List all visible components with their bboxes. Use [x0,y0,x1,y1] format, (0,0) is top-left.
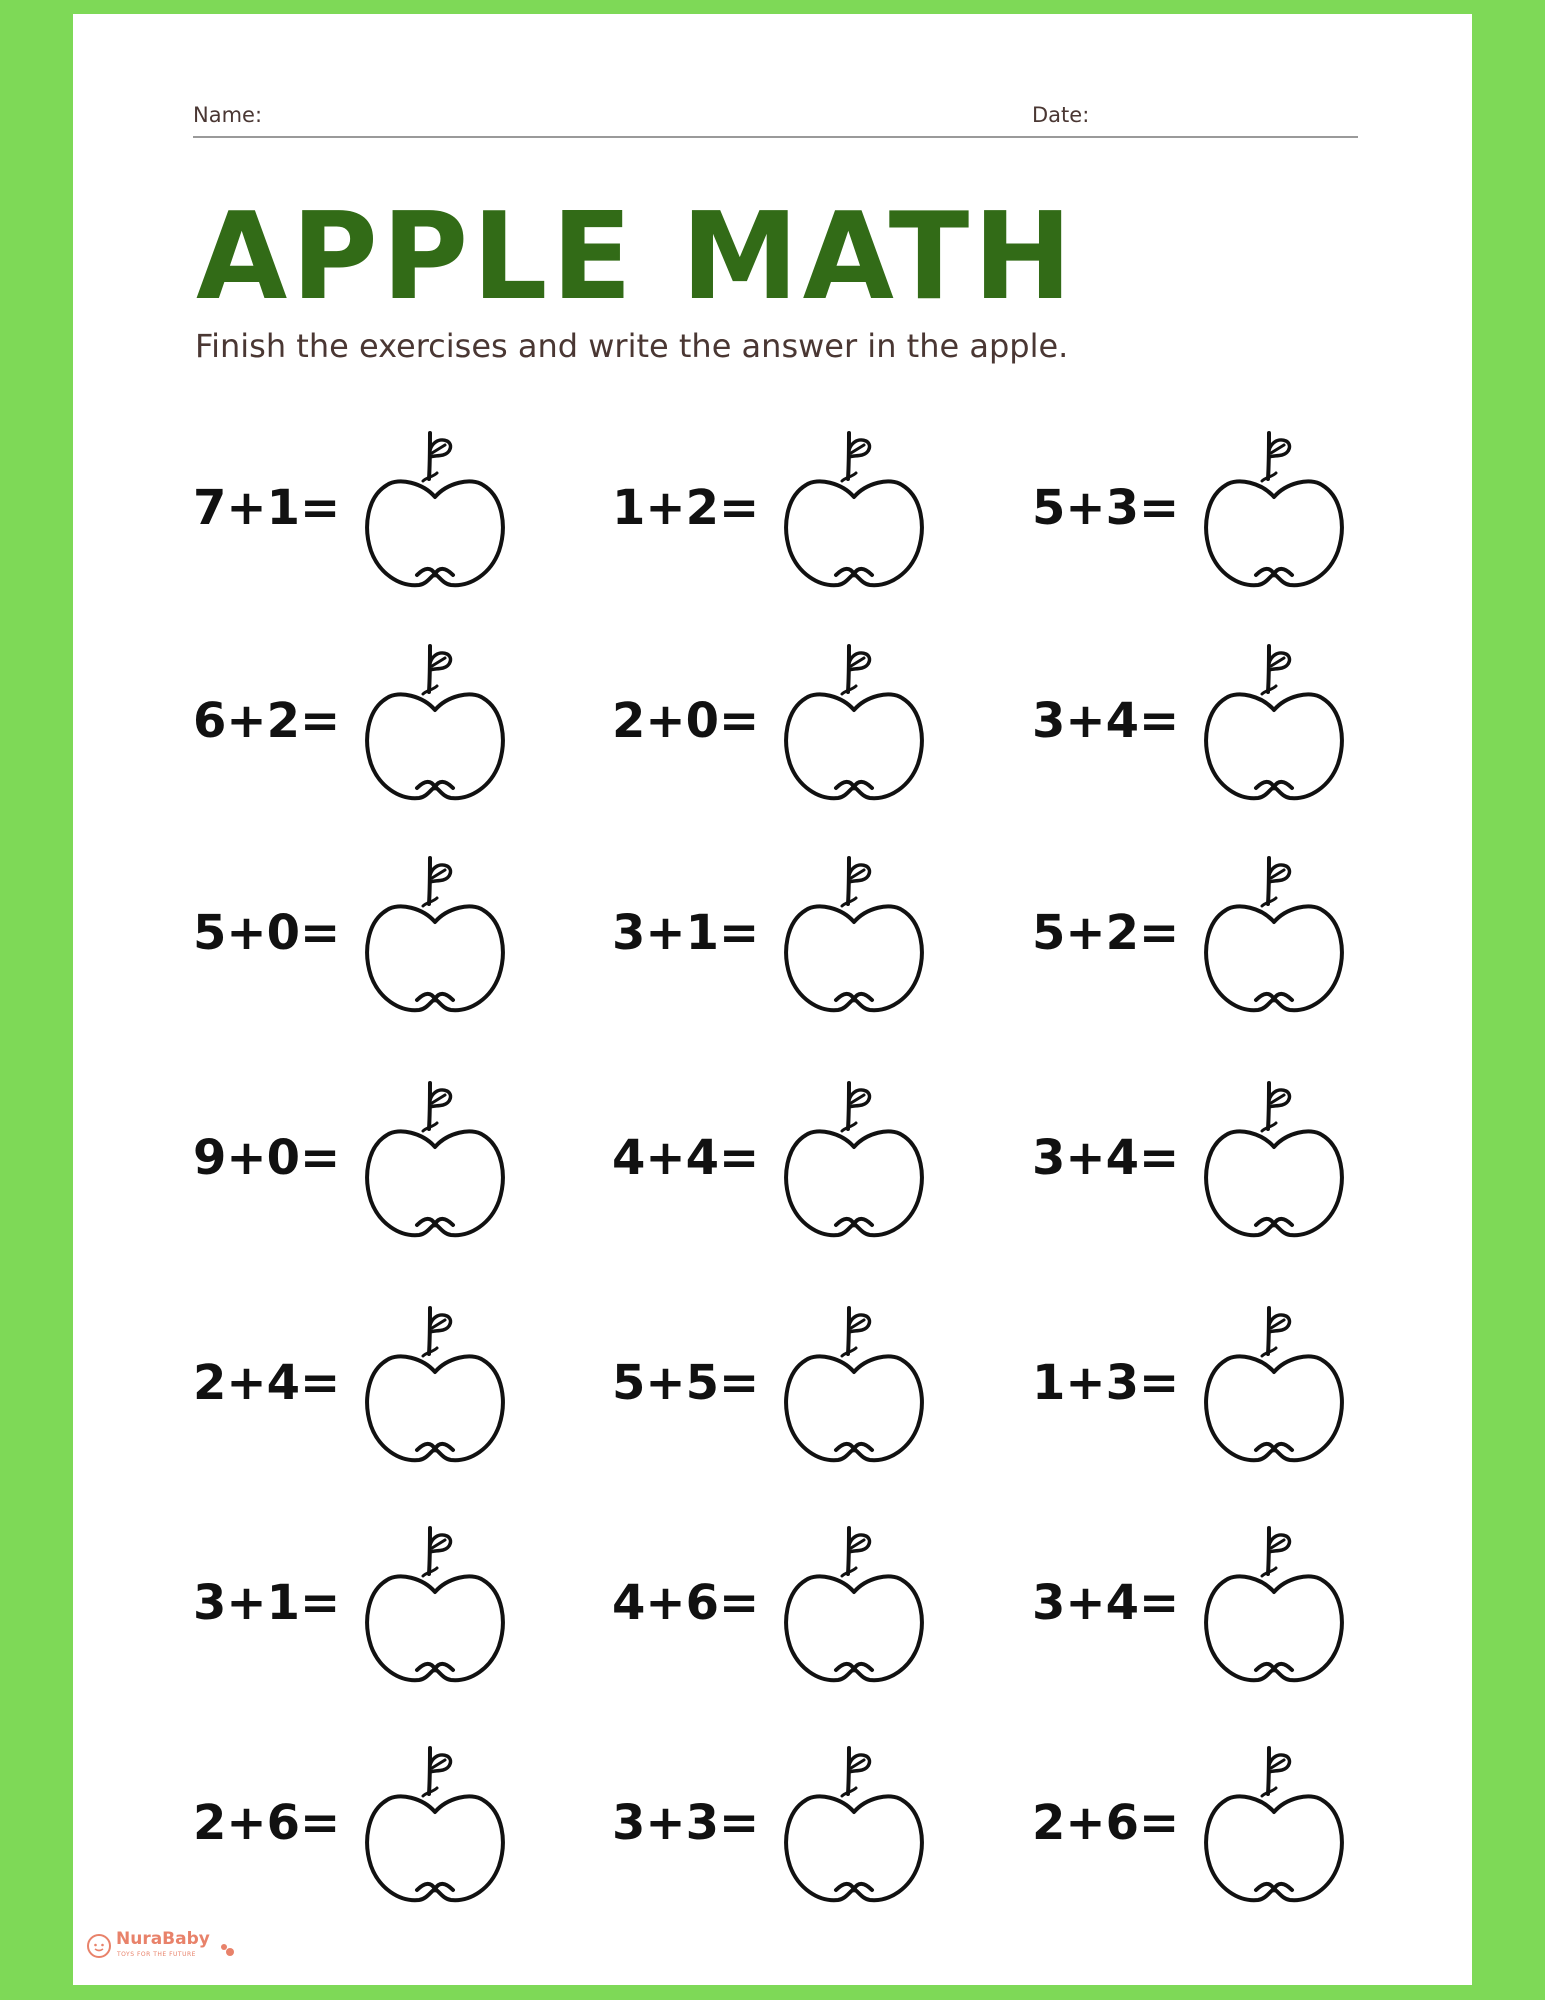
exercise-equation: 2+6= [193,1795,341,1851]
exercise-equation: 6+2= [193,693,341,749]
exercise-equation: 1+2= [612,480,760,536]
date-label: Date: [1032,103,1090,127]
apple-answer-icon[interactable] [772,1300,936,1466]
instructions: Finish the exercises and write the answer in the apple. [195,327,1069,365]
exercise-item [1032,638,1452,808]
exercise-equation: 5+3= [1032,480,1180,536]
exercise-item [1032,1075,1452,1245]
exercise-equation: 7+1= [193,480,341,536]
apple-answer-icon[interactable] [353,1740,517,1906]
exercise-item [193,850,613,1020]
logo-dots-icon [220,1943,234,1957]
apple-answer-icon[interactable] [1192,850,1356,1016]
exercise-item [1032,1740,1452,1910]
exercise-item [612,1520,1032,1690]
apple-answer-icon[interactable] [1192,1520,1356,1686]
exercise-equation: 2+0= [612,693,760,749]
exercise-item [612,638,1032,808]
exercise-item [612,1075,1032,1245]
exercise-equation: 3+4= [1032,1575,1180,1631]
exercise-equation: 5+0= [193,905,341,961]
exercise-item [193,1300,613,1470]
exercise-equation: 4+4= [612,1130,760,1186]
brand-logo [86,1929,246,1965]
apple-answer-icon[interactable] [772,638,936,804]
exercise-equation: 3+3= [612,1795,760,1851]
apple-answer-icon[interactable] [353,1075,517,1241]
exercise-equation: 3+1= [612,905,760,961]
apple-answer-icon[interactable] [353,1300,517,1466]
apple-answer-icon[interactable] [772,1520,936,1686]
exercise-equation: 1+3= [1032,1355,1180,1411]
exercise-equation: 9+0= [193,1130,341,1186]
apple-answer-icon[interactable] [772,425,936,591]
exercise-item [1032,1520,1452,1690]
exercise-item [193,425,613,595]
apple-answer-icon[interactable] [1192,1075,1356,1241]
exercise-equation: 2+6= [1032,1795,1180,1851]
exercise-item [1032,850,1452,1020]
exercise-item [193,638,613,808]
apple-answer-icon[interactable] [1192,1740,1356,1906]
exercise-item [193,1520,613,1690]
name-label: Name: [193,103,263,127]
exercise-equation: 3+4= [1032,1130,1180,1186]
apple-answer-icon[interactable] [772,1740,936,1906]
apple-answer-icon[interactable] [1192,425,1356,591]
apple-answer-icon[interactable] [353,1520,517,1686]
exercise-equation: 5+5= [612,1355,760,1411]
exercise-item [612,425,1032,595]
baby-face-icon [86,1933,112,1959]
exercise-item [193,1075,613,1245]
exercise-equation: 3+1= [193,1575,341,1631]
exercise-equation: 2+4= [193,1355,341,1411]
apple-answer-icon[interactable] [772,1075,936,1241]
apple-answer-icon[interactable] [772,850,936,1016]
exercise-item [1032,425,1452,595]
worksheet-title: APPLE MATH [196,185,1077,327]
apple-answer-icon[interactable] [353,638,517,804]
exercise-item [612,1740,1032,1910]
exercise-equation: 5+2= [1032,905,1180,961]
logo-brand-name: NuraBaby [116,1929,210,1949]
apple-answer-icon[interactable] [1192,638,1356,804]
exercise-equation: 4+6= [612,1575,760,1631]
apple-answer-icon[interactable] [353,850,517,1016]
exercise-item [193,1740,613,1910]
logo-tagline: TOYS FOR THE FUTURE [117,1951,196,1958]
apple-answer-icon[interactable] [353,425,517,591]
exercise-item [612,850,1032,1020]
exercise-item [612,1300,1032,1470]
exercise-equation: 3+4= [1032,693,1180,749]
apple-answer-icon[interactable] [1192,1300,1356,1466]
exercise-item [1032,1300,1452,1470]
